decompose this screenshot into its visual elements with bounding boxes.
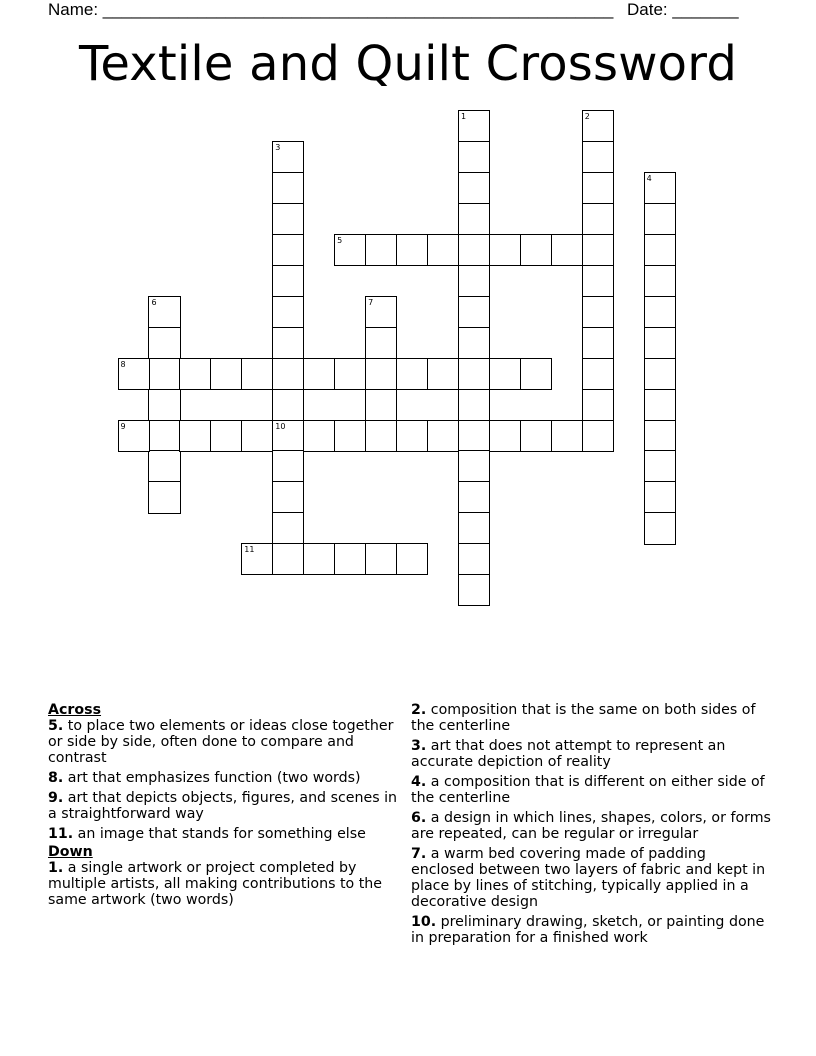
- clues-column-left: [48, 702, 410, 912]
- clue-down-2: [411, 702, 771, 734]
- grid-cell[interactable]: [148, 296, 180, 328]
- grid-cell[interactable]: [458, 543, 490, 575]
- clue-text: an image that stands for something else: [77, 826, 366, 842]
- grid-cell[interactable]: [458, 234, 490, 266]
- grid-cell[interactable]: [272, 141, 304, 173]
- grid-cell[interactable]: [427, 420, 459, 452]
- page-title: Textile and Quilt Crossword: [78, 36, 738, 92]
- grid-cell[interactable]: [520, 420, 552, 452]
- across-heading: Across: [48, 702, 102, 718]
- grid-cell[interactable]: [644, 203, 676, 235]
- grid-cell[interactable]: [303, 543, 335, 575]
- grid-cell[interactable]: [644, 327, 676, 359]
- clue-down-6: [411, 810, 771, 842]
- grid-cell[interactable]: [365, 420, 397, 452]
- cell-number: 9: [120, 421, 126, 431]
- clue-text: a composition that is different on either side of the centerline: [411, 774, 765, 806]
- grid-cell[interactable]: [148, 450, 180, 482]
- grid-cell[interactable]: [582, 358, 614, 390]
- grid-cell[interactable]: [334, 358, 366, 390]
- grid-cell[interactable]: [118, 358, 150, 390]
- clue-text: art that emphasizes function (two words): [67, 770, 361, 786]
- clue-number: 11.: [48, 826, 74, 842]
- grid-cell[interactable]: [272, 234, 304, 266]
- grid-cell[interactable]: [582, 389, 614, 421]
- grid-cell[interactable]: [334, 543, 366, 575]
- grid-cell[interactable]: [148, 481, 180, 513]
- grid-cell[interactable]: [458, 512, 490, 544]
- grid-cell[interactable]: [582, 203, 614, 235]
- clue-number: 7.: [411, 846, 427, 862]
- cell-number: 10: [275, 421, 286, 431]
- grid-cell[interactable]: [396, 358, 428, 390]
- grid-cell[interactable]: [458, 420, 490, 452]
- cell-number: 4: [646, 173, 652, 183]
- grid-cell[interactable]: [334, 234, 366, 266]
- cell-number: 11: [244, 545, 255, 555]
- grid-cell[interactable]: [458, 110, 490, 142]
- grid-cell[interactable]: [644, 450, 676, 482]
- clue-across-9: [48, 790, 410, 822]
- clue-text: to place two elements or ideas close together or side by side, often done to compare and contrast: [48, 718, 394, 766]
- down-heading: Down: [48, 844, 93, 860]
- grid-cell[interactable]: [396, 543, 428, 575]
- clue-number: 10.: [411, 914, 437, 930]
- grid-cell[interactable]: [551, 234, 583, 266]
- grid-cell[interactable]: [582, 110, 614, 142]
- grid-cell[interactable]: [148, 389, 180, 421]
- clue-across-8: [48, 770, 410, 786]
- clue-down-3: [411, 738, 771, 770]
- grid-cell[interactable]: [458, 450, 490, 482]
- grid-cell[interactable]: [489, 358, 521, 390]
- clue-number: 8.: [48, 770, 64, 786]
- cell-number: 1: [460, 112, 467, 121]
- cell-number: 7: [368, 297, 374, 307]
- clue-across-5: [48, 718, 410, 766]
- grid-cell[interactable]: [272, 512, 304, 544]
- grid-cell[interactable]: [241, 420, 273, 452]
- grid-cell[interactable]: [520, 234, 552, 266]
- grid-cell[interactable]: [241, 543, 273, 575]
- grid-cell[interactable]: [365, 327, 397, 359]
- grid-cell[interactable]: [210, 420, 242, 452]
- grid-cell[interactable]: [551, 420, 583, 452]
- clue-across-11: [48, 826, 410, 842]
- grid-cell[interactable]: [458, 327, 490, 359]
- clue-number: 5.: [48, 718, 64, 734]
- grid-cell[interactable]: [458, 172, 490, 204]
- grid-cell[interactable]: [458, 481, 490, 513]
- grid-cell[interactable]: [582, 234, 614, 266]
- grid-cell[interactable]: [272, 265, 304, 297]
- clue-number: 1.: [48, 860, 64, 876]
- grid-cell[interactable]: [427, 234, 459, 266]
- grid-cell[interactable]: [365, 358, 397, 390]
- cell-number: 8: [120, 359, 126, 369]
- grid-cell[interactable]: [272, 296, 304, 328]
- grid-cell[interactable]: [458, 389, 490, 421]
- grid-cell[interactable]: [179, 420, 211, 452]
- grid-cell[interactable]: [458, 296, 490, 328]
- grid-cell[interactable]: [582, 296, 614, 328]
- grid-cell[interactable]: [272, 420, 304, 452]
- clue-text: preliminary drawing, sketch, or painting done in preparation for a finished work: [411, 914, 765, 946]
- grid-cell[interactable]: [644, 420, 676, 452]
- clue-text: composition that is the same on both sides of the centerline: [411, 702, 756, 734]
- grid-cell[interactable]: [427, 358, 459, 390]
- grid-cell[interactable]: [644, 481, 676, 513]
- grid-cell[interactable]: [272, 389, 304, 421]
- clue-down-7: [411, 846, 771, 910]
- grid-cell[interactable]: [365, 543, 397, 575]
- clue-number: 3.: [411, 738, 427, 754]
- grid-cell[interactable]: [303, 420, 335, 452]
- grid-cell[interactable]: [118, 420, 150, 452]
- grid-cell[interactable]: [644, 265, 676, 297]
- grid-cell[interactable]: [148, 327, 180, 359]
- grid-cell[interactable]: [365, 389, 397, 421]
- grid-cell[interactable]: [644, 296, 676, 328]
- grid-cell[interactable]: [458, 265, 490, 297]
- grid-cell[interactable]: [458, 574, 490, 606]
- grid-cell[interactable]: [396, 234, 428, 266]
- grid-cell[interactable]: [644, 512, 676, 544]
- grid-cell[interactable]: [272, 358, 304, 390]
- cell-number: 3: [275, 142, 281, 152]
- clue-down-1: [48, 860, 410, 908]
- grid-cell[interactable]: [365, 296, 397, 328]
- clue-number: 9.: [48, 790, 64, 806]
- grid-cell[interactable]: [644, 234, 676, 266]
- grid-cell[interactable]: [272, 481, 304, 513]
- grid-cell[interactable]: [334, 420, 366, 452]
- grid-cell[interactable]: [458, 141, 490, 173]
- grid-cell[interactable]: [520, 358, 552, 390]
- grid-cell[interactable]: [458, 358, 490, 390]
- clue-text: art that does not attempt to represent an accurate depiction of reality: [411, 738, 726, 770]
- grid-cell[interactable]: [489, 420, 521, 452]
- grid-cell[interactable]: [179, 358, 211, 390]
- name-field-label: Name: ______________________________________________________: [48, 0, 614, 19]
- grid-cell[interactable]: [365, 234, 397, 266]
- cell-number: 5: [337, 235, 343, 245]
- grid-cell[interactable]: [272, 327, 304, 359]
- grid-cell[interactable]: [458, 203, 490, 235]
- clue-text: art that depicts objects, figures, and scenes in a straightforward way: [48, 790, 398, 822]
- grid-cell[interactable]: [644, 389, 676, 421]
- grid-cell[interactable]: [582, 265, 614, 297]
- clue-number: 4.: [411, 774, 427, 790]
- grid-cell[interactable]: [272, 543, 304, 575]
- clue-text: a warm bed covering made of padding enclosed between two layers of fabric and kept in place by lines of stitching, typically applied in a decorative design: [411, 846, 766, 910]
- grid-cell[interactable]: [148, 420, 180, 452]
- clue-number: 6.: [411, 810, 427, 826]
- grid-cell[interactable]: [644, 358, 676, 390]
- grid-cell[interactable]: [272, 203, 304, 235]
- grid-cell[interactable]: [272, 450, 304, 482]
- grid-cell[interactable]: [210, 358, 242, 390]
- clue-text: a design in which lines, shapes, colors, or forms are repeated, can be regular or irregular: [411, 810, 771, 842]
- date-field-label: Date: _______: [627, 0, 739, 19]
- clue-down-4: [411, 774, 771, 806]
- grid-cell[interactable]: [272, 172, 304, 204]
- clue-number: 2.: [411, 702, 427, 718]
- clue-text: a single artwork or project completed by multiple artists, all making contributions to the same artwork (two words): [48, 860, 383, 908]
- grid-cell[interactable]: [582, 420, 614, 452]
- grid-cell[interactable]: [303, 358, 335, 390]
- grid-cell[interactable]: [489, 234, 521, 266]
- grid-cell[interactable]: [148, 358, 180, 390]
- grid-cell[interactable]: [582, 327, 614, 359]
- grid-cell[interactable]: [241, 358, 273, 390]
- clues-column-right: [411, 702, 771, 950]
- grid-cell[interactable]: [644, 172, 676, 204]
- grid-cell[interactable]: [396, 420, 428, 452]
- grid-cell[interactable]: [582, 172, 614, 204]
- cell-number: 2: [584, 112, 590, 121]
- cell-number: 6: [151, 297, 157, 307]
- grid-cell[interactable]: [582, 141, 614, 173]
- clue-down-10: [411, 914, 771, 946]
